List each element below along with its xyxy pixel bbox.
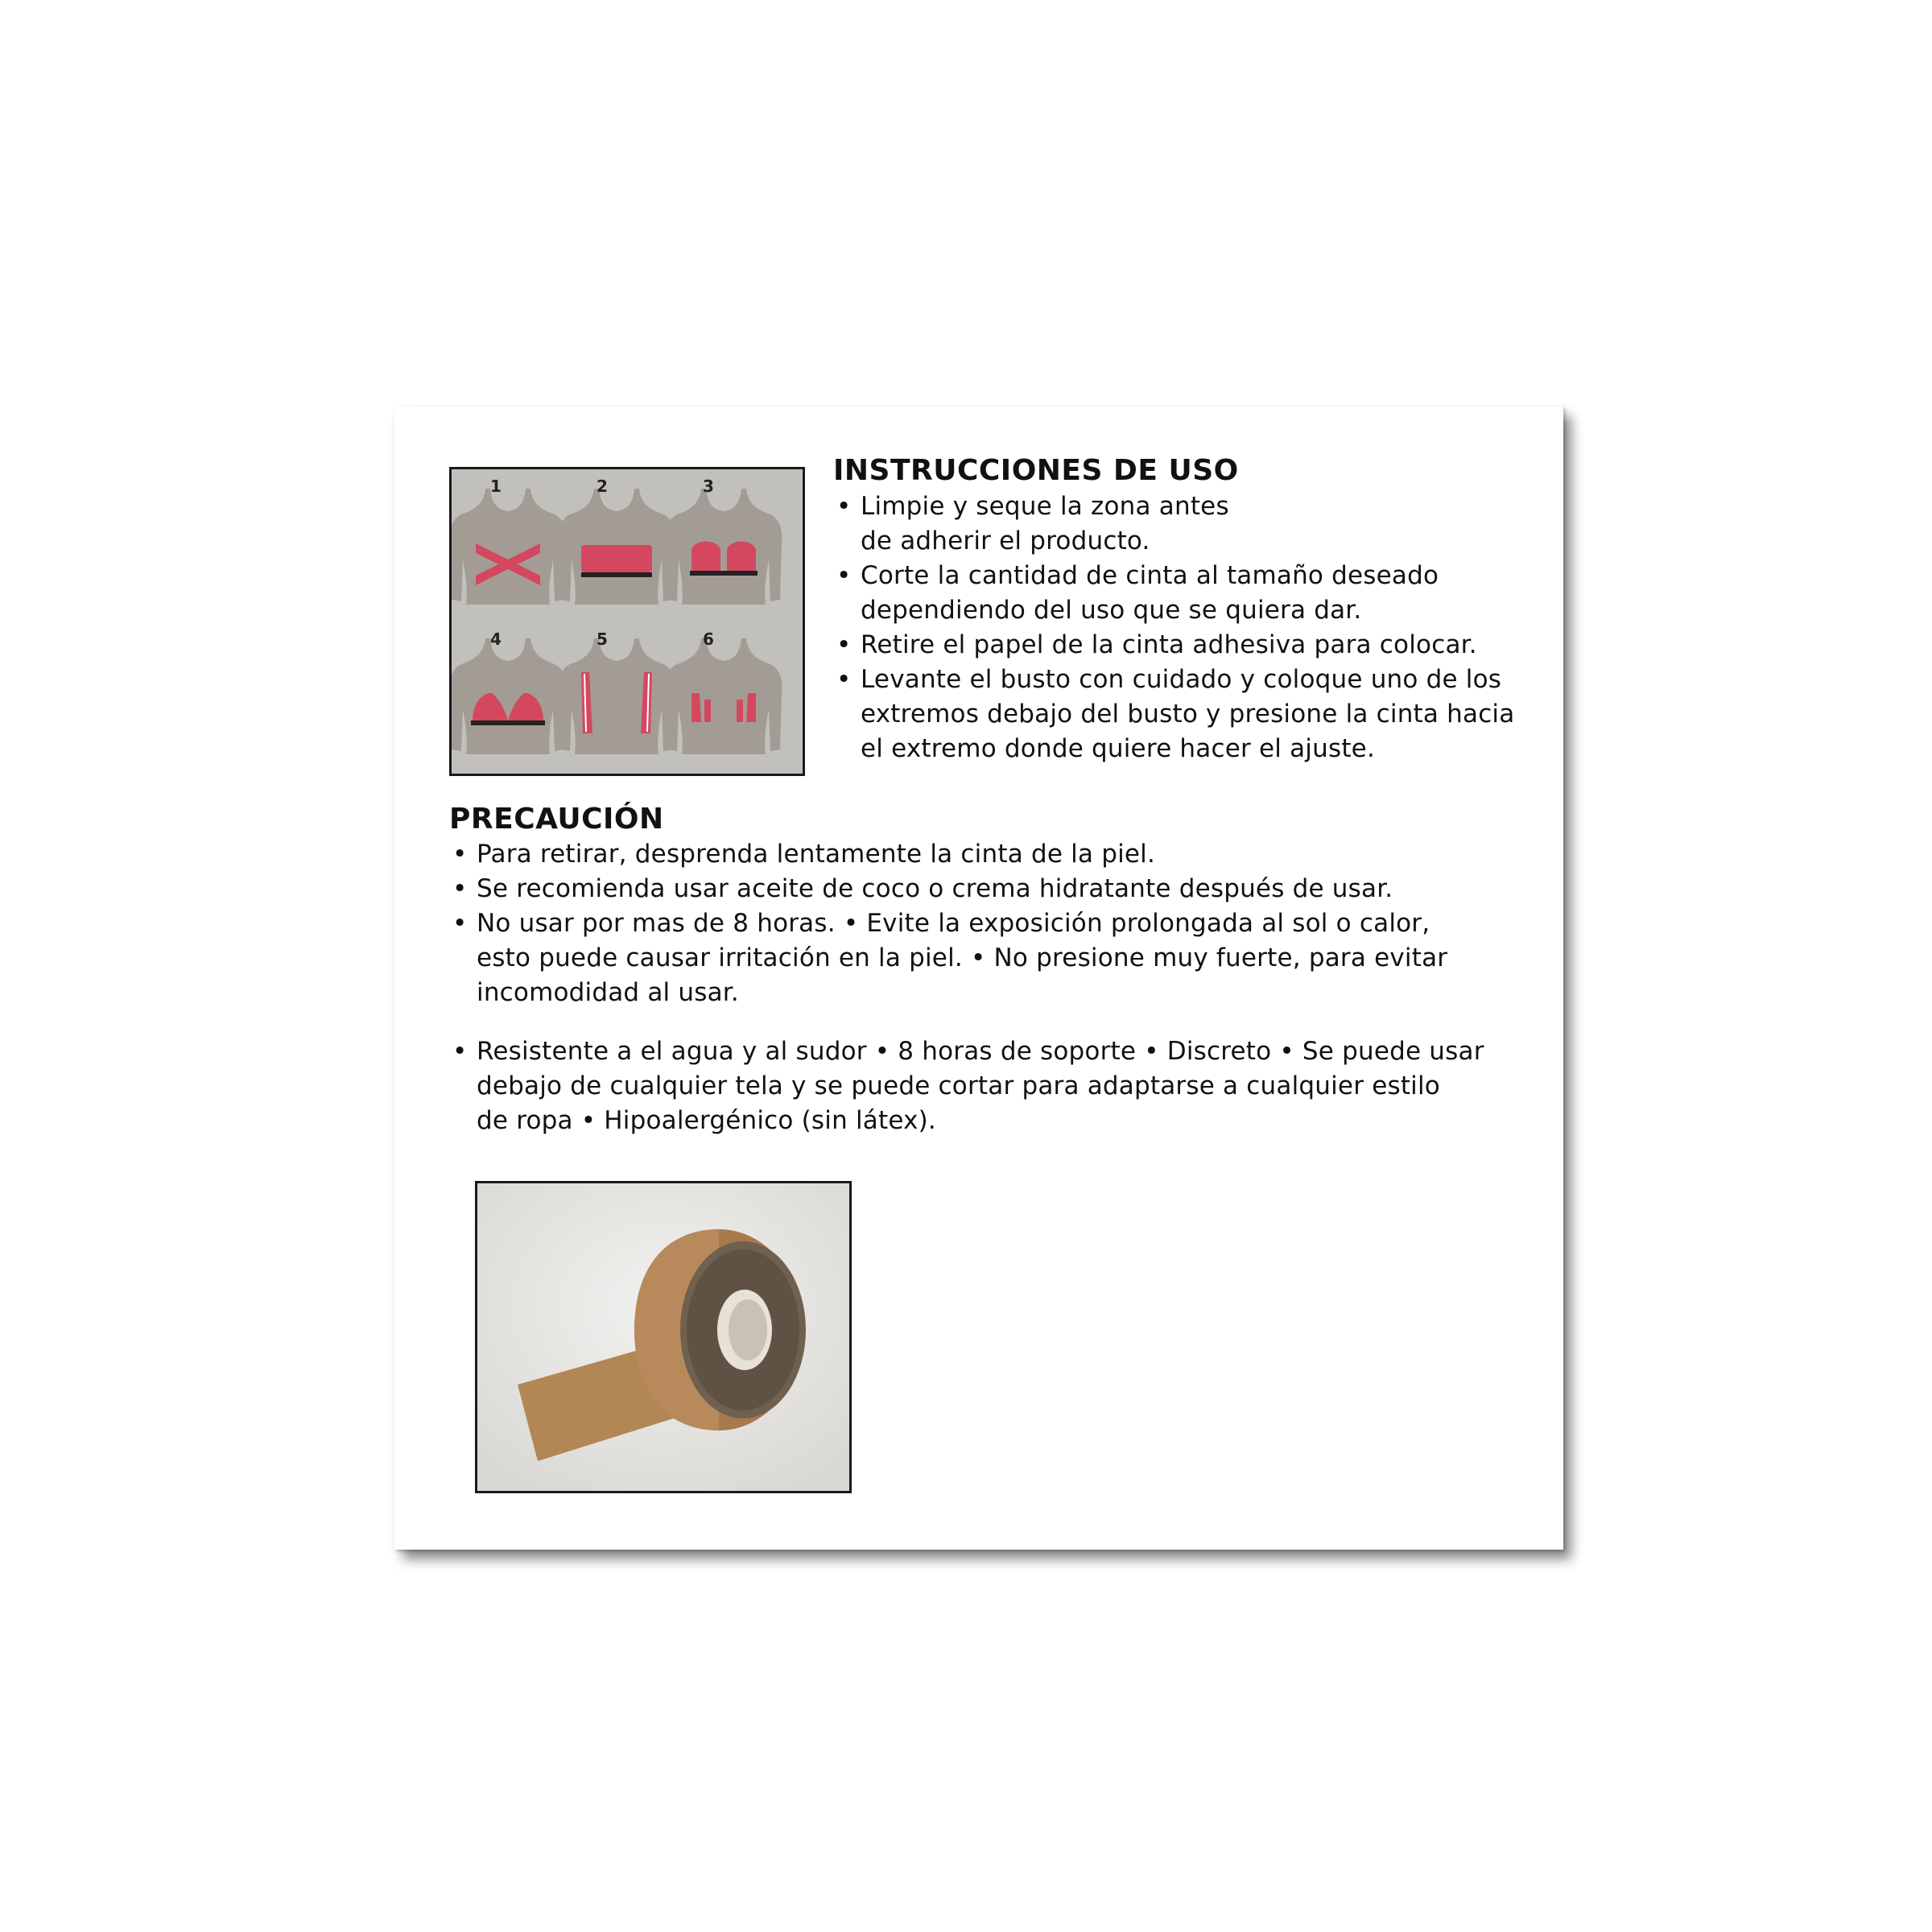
step-number-1: 1 [490,477,502,496]
precaution-item: • Se recomienda usar aceite de coco o crema hidratante después de usar. [449,872,1528,906]
step-4-figure [452,638,566,754]
steps-diagram [449,467,805,776]
features-list [449,1034,1528,1138]
steps-diagram-svg [452,469,803,774]
instruction-item: • Corte la cantidad de cinta al tamaño deseado dependiendo del uso que se quiera dar. [833,559,1542,628]
instruction-item: • Limpie y seque la zona antes de adherir el producto. [833,489,1542,559]
instructions-title: INSTRUCCIONES DE USO [833,454,1239,487]
tape-roll-svg [477,1183,849,1491]
step-2-figure [559,489,675,605]
precaution-title: PRECAUCIÓN [449,803,664,836]
features-item: • Resistente a el agua y al sudor • 8 horas de soporte • Discreto • Se puede usar debajo de cualquier tela y se puede cortar para adaptarse a cualquier estilo de ropa • Hipoalergénico (sin látex). [449,1034,1528,1138]
instruction-item: • Levante el busto con cuidado y coloque uno de los extremos debajo del busto y presione la cinta hacia el extremo donde quiere hacer el ajuste. [833,663,1542,766]
instruction-card [394,407,1563,1550]
step-number-6: 6 [703,630,714,649]
step-5-figure [559,638,675,754]
tape-roll-photo [475,1181,852,1493]
instructions-list [833,489,1542,766]
precaution-item: • No usar por mas de 8 horas. • Evite la exposición prolongada al sol o calor, esto puede causar irritación en la piel. • No presione muy fuerte, para evitar incomodidad al usar. [449,906,1528,1010]
instruction-item: • Retire el papel de la cinta adhesiva para colocar. [833,628,1542,663]
step-number-5: 5 [597,630,608,649]
step-number-4: 4 [490,630,502,649]
step-number-3: 3 [703,477,714,496]
step-6-figure [666,638,782,754]
step-1-figure [452,489,566,605]
step-3-figure [666,489,782,605]
step-number-2: 2 [597,477,608,496]
precaution-list [449,837,1528,1010]
precaution-item: • Para retirar, desprenda lentamente la cinta de la piel. [449,837,1528,872]
